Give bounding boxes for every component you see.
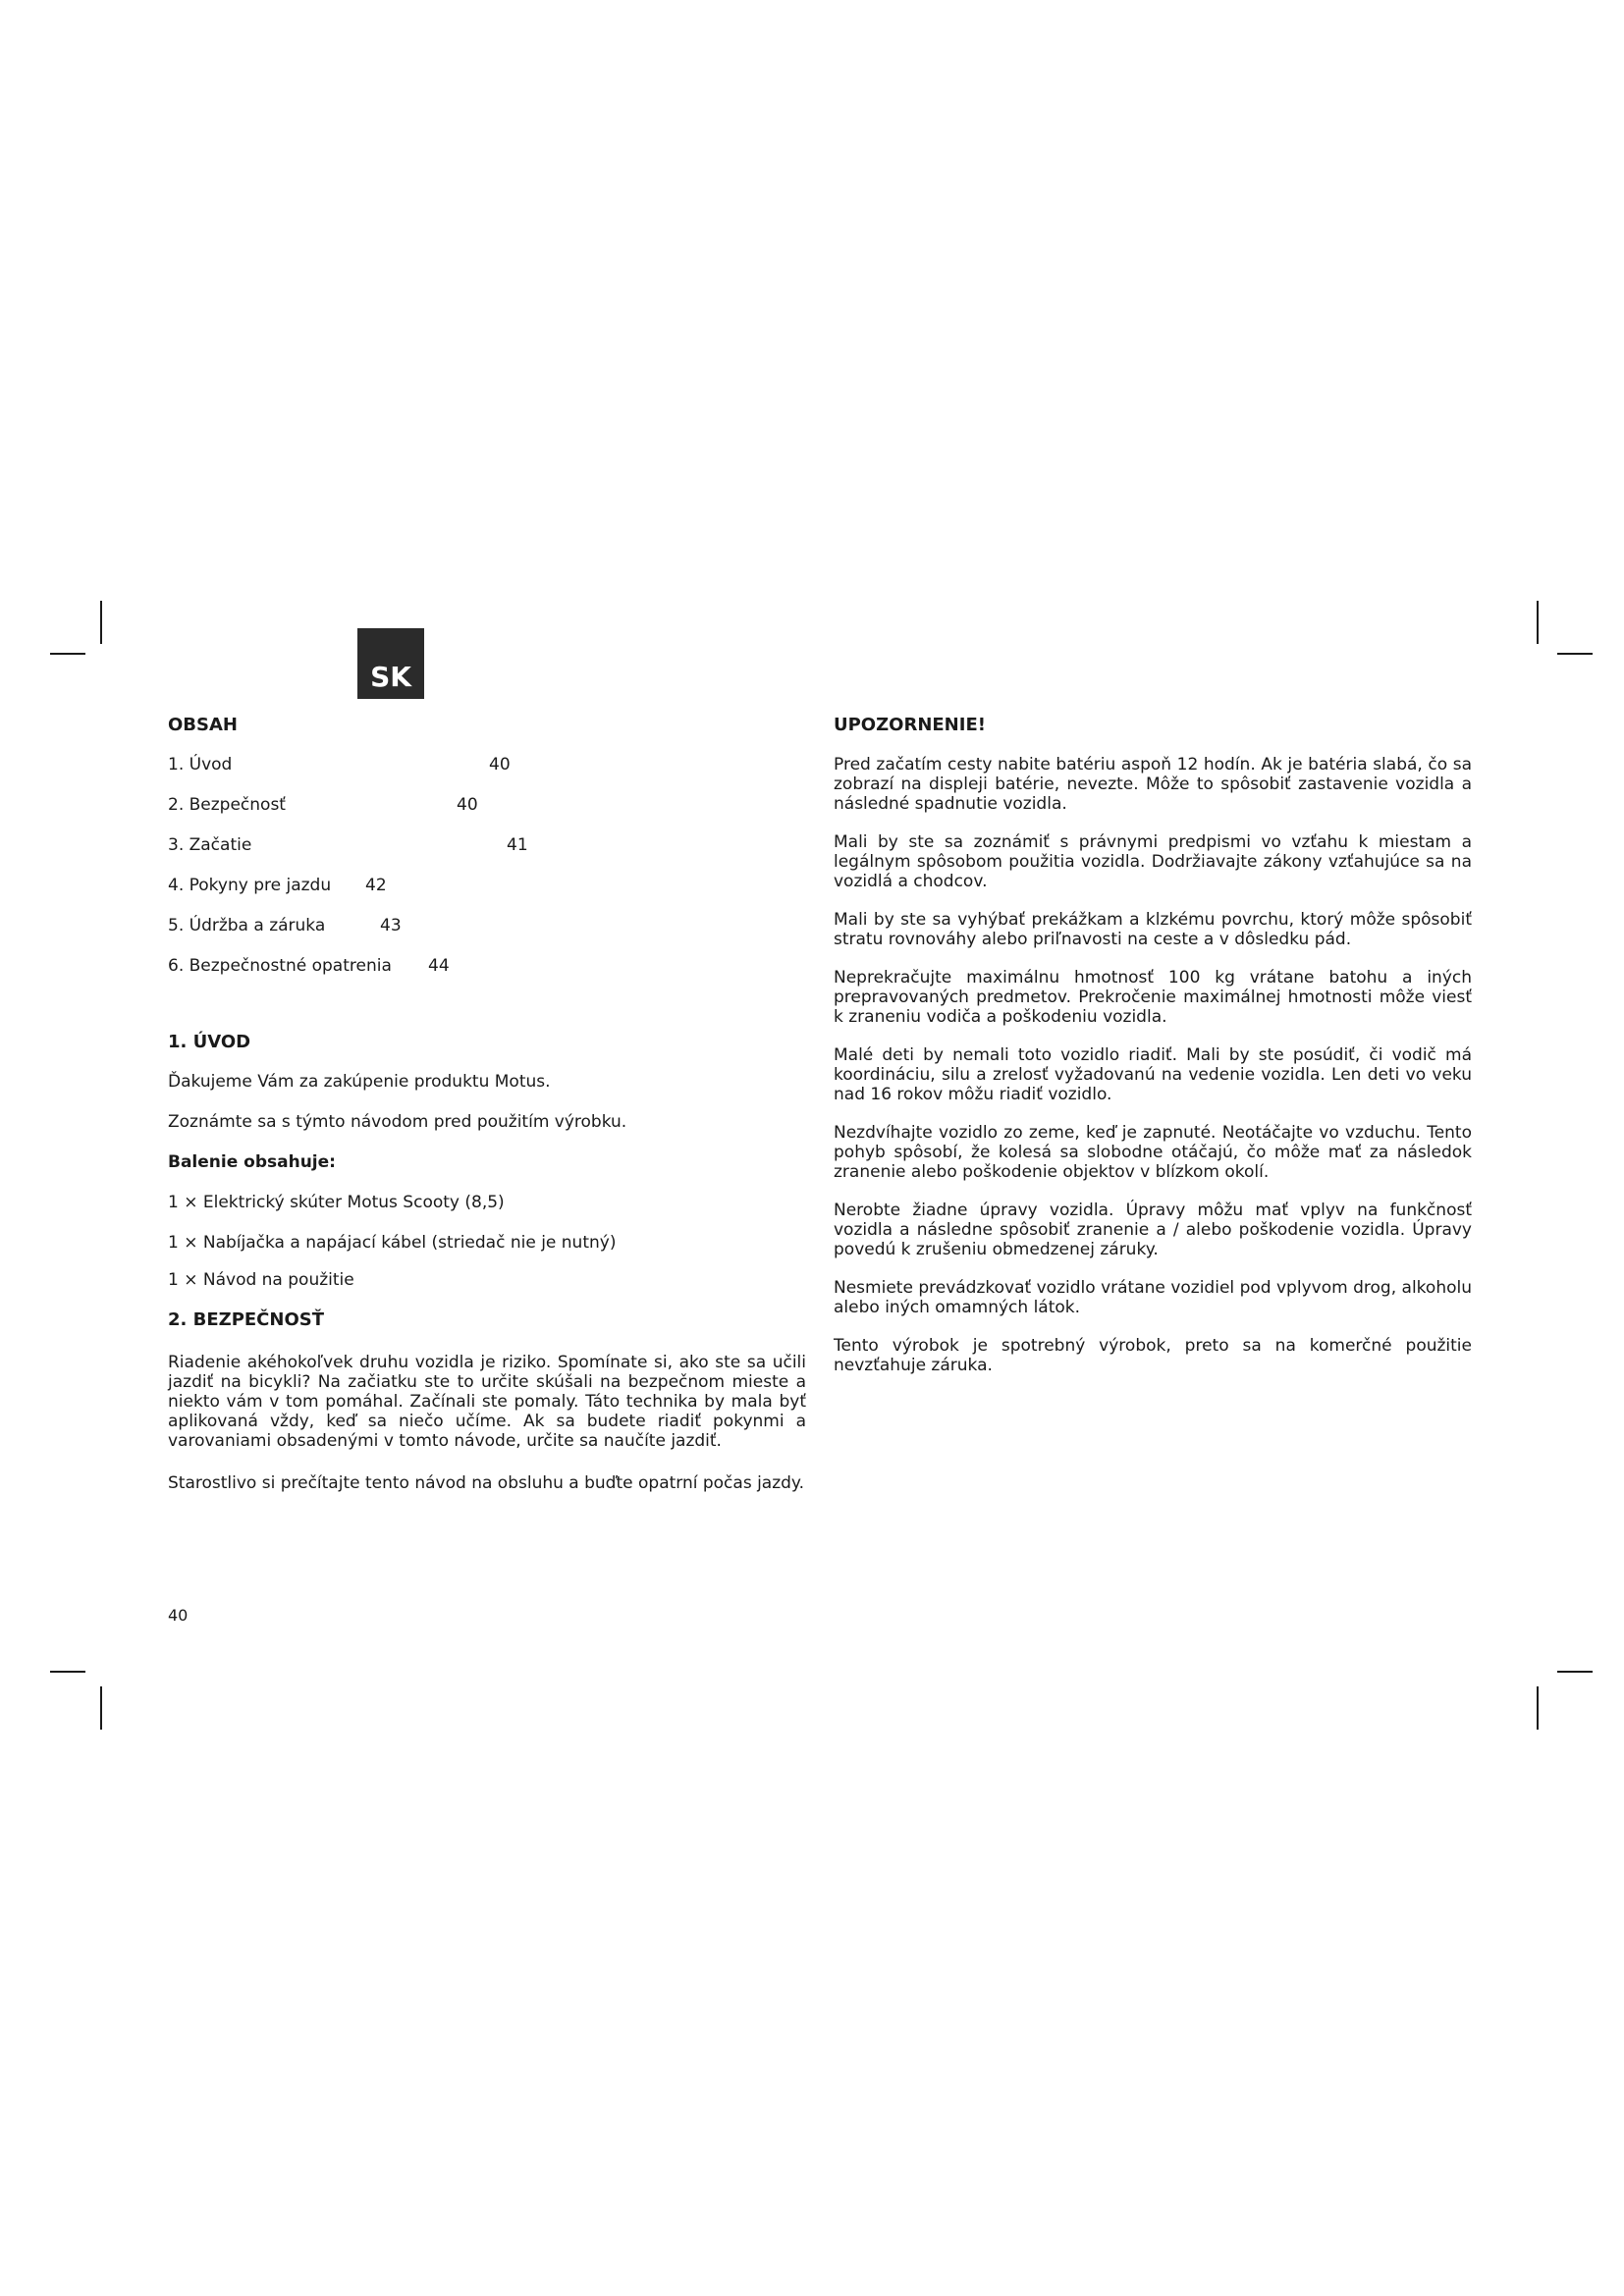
warning-paragraph: Mali by ste sa vyhýbať prekážkam a klzkému povrchu, ktorý môže spôsobiť stratu rovnováhy alebo priľnavosti na ceste a v dôsledku pád. xyxy=(834,910,1472,949)
toc-item-page: 40 xyxy=(457,795,478,815)
package-item: 1 × Návod na použitie xyxy=(168,1270,354,1290)
toc-item-label: 3. Začatie xyxy=(168,835,252,855)
intro-thanks: Ďakujeme Vám za zakúpenie produktu Motus. xyxy=(168,1072,551,1092)
toc-item xyxy=(168,755,806,795)
toc-item-label: 2. Bezpečnosť xyxy=(168,795,286,815)
toc-item xyxy=(168,876,806,916)
toc-item-page: 41 xyxy=(507,835,528,855)
section-heading-intro: 1. ÚVOD xyxy=(168,1032,251,1052)
toc-item-label: 5. Údržba a záruka xyxy=(168,916,326,935)
toc-item-page: 40 xyxy=(489,755,511,774)
crop-mark-bottom-right-horizontal xyxy=(1557,1671,1593,1673)
toc-title: OBSAH xyxy=(168,715,238,735)
warning-paragraph: Neprekračujte maximálnu hmotnosť 100 kg vrátane batohu a iných prepravovaných predmetov. Prekročenie maximálnej hmotnosti môže viesť k zraneniu vodiča a poškodeniu vozidla. xyxy=(834,968,1472,1027)
page-number: 40 xyxy=(168,1606,189,1625)
intro-read-manual: Zoznámte sa s týmto návodom pred použitím výrobku. xyxy=(168,1112,627,1132)
crop-mark-bottom-left-vertical xyxy=(100,1686,102,1730)
warning-paragraph: Tento výrobok je spotrebný výrobok, preto sa na komerčné použitie nevzťahuje záruka. xyxy=(834,1336,1472,1375)
package-item: 1 × Elektrický skúter Motus Scooty (8,5) xyxy=(168,1193,505,1212)
toc-item-label: 4. Pokyny pre jazdu xyxy=(168,876,332,895)
toc-item xyxy=(168,795,806,835)
warning-paragraph: Nezdvíhajte vozidlo zo zeme, keď je zapnuté. Neotáčajte vo vzduchu. Tento pohyb spôsobí, že kolesá sa slobodne otáčajú, čo môže mať za následok zranenie alebo poškodenie objektov v blízkom okolí. xyxy=(834,1123,1472,1182)
table-of-contents xyxy=(168,755,806,996)
warning-paragraph: Nerobte žiadne úpravy vozidla. Úpravy môžu mať vplyv na funkčnosť vozidla a následne spôsobiť zranenie a / alebo poškodenie vozidla. Úpravy povedú k zrušeniu obmedzenej záruky. xyxy=(834,1201,1472,1259)
package-heading: Balenie obsahuje: xyxy=(168,1152,336,1172)
right-column xyxy=(834,715,1472,1375)
toc-item-page: 44 xyxy=(428,956,450,976)
safety-paragraph: Starostlivo si prečítajte tento návod na obsluhu a buďte opatrní počas jazdy. xyxy=(168,1473,804,1493)
language-badge: SK xyxy=(357,628,424,699)
package-item: 1 × Nabíjačka a napájací kábel (striedač nie je nutný) xyxy=(168,1233,617,1253)
crop-mark-bottom-left-horizontal xyxy=(50,1671,85,1673)
warnings-heading: UPOZORNENIE! xyxy=(834,715,986,735)
warning-paragraph: Pred začatím cesty nabite batériu aspoň 12 hodín. Ak je batéria slabá, čo sa zobrazí na displeji batérie, nevezte. Môže to spôsobiť zastavenie vozidla a následné spadnutie vozidla. xyxy=(834,755,1472,814)
crop-mark-bottom-right-vertical xyxy=(1537,1686,1539,1730)
warning-paragraph: Mali by ste sa zoznámiť s právnymi predpismi vo vzťahu k miestam a legálnym spôsobom použitia vozidla. Dodržiavajte zákony vzťahujúce sa na vozidlá a chodcov. xyxy=(834,832,1472,891)
section-heading-safety: 2. BEZPEČNOSŤ xyxy=(168,1309,325,1330)
crop-mark-top-right-horizontal xyxy=(1557,653,1593,655)
crop-mark-top-left-vertical xyxy=(100,601,102,644)
toc-item xyxy=(168,916,806,956)
toc-item-page: 43 xyxy=(380,916,402,935)
safety-paragraph: Riadenie akéhokoľvek druhu vozidla je riziko. Spomínate si, ako ste sa učili jazdiť na bicykli? Na začiatku ste to určite skúšali na bezpečnom mieste a niekto vám v tom pomáhal. Začínali ste pomaly. Táto technika by mala byť aplikovaná vždy, keď sa niečo učíme. Ak sa budete riadiť pokynmi a varovaniami obsadenými v tomto návode, určite sa naučíte jazdiť. xyxy=(168,1353,806,1451)
left-column xyxy=(168,715,806,1493)
toc-item xyxy=(168,956,806,996)
warning-paragraph: Nesmiete prevádzkovať vozidlo vrátane vozidiel pod vplyvom drog, alkoholu alebo iných omamných látok. xyxy=(834,1278,1472,1317)
crop-mark-top-right-vertical xyxy=(1537,601,1539,644)
toc-item-page: 42 xyxy=(365,876,387,895)
toc-item-label: 6. Bezpečnostné opatrenia xyxy=(168,956,392,976)
toc-item xyxy=(168,835,806,876)
toc-item-label: 1. Úvod xyxy=(168,755,233,774)
crop-mark-top-left-horizontal xyxy=(50,653,85,655)
warning-paragraph: Malé deti by nemali toto vozidlo riadiť. Mali by ste posúdiť, či vodič má koordináciu, silu a zrelosť vyžadovanú na vedenie vozidla. Len deti vo veku nad 16 rokov môžu riadiť vozidlo. xyxy=(834,1045,1472,1104)
